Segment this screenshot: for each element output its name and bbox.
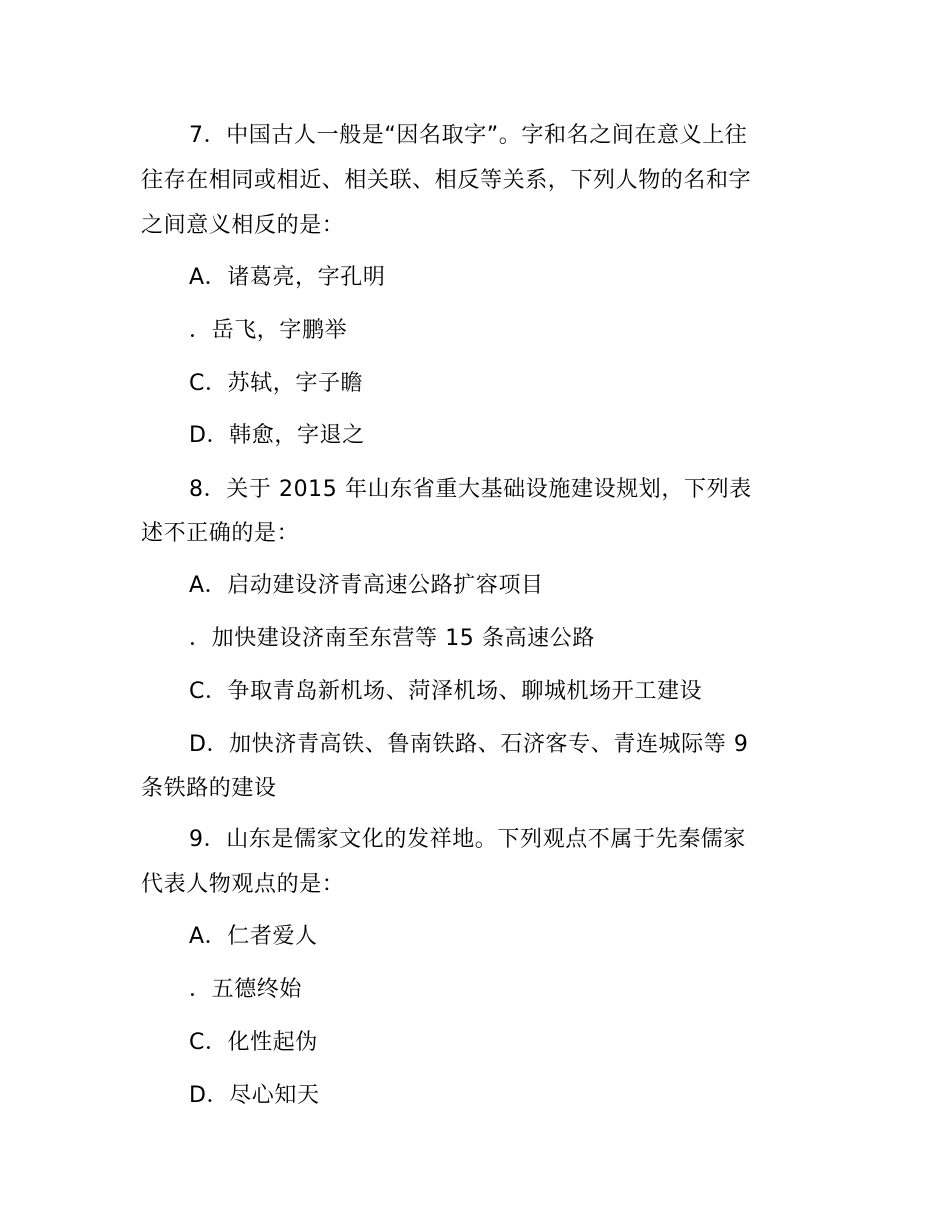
question-9-option-d: D．尽心知天 [189, 1083, 320, 1108]
question-7-option-c: C．苏轼，字子瞻 [189, 371, 364, 396]
question-9-stem-line-2: 代表人物观点的是： [141, 872, 345, 897]
question-7-option-b: ．岳飞，字鹏举 [189, 318, 348, 343]
question-7-stem-line-2: 往存在相同或相近、相关联、相反等关系，下列人物的名和字 [141, 168, 752, 193]
question-9-stem-line-1: 9．山东是儒家文化的发祥地。下列观点不属于先秦儒家 [189, 827, 746, 852]
question-7-stem-line-3: 之间意义相反的是： [141, 213, 345, 238]
question-9-option-c: C．化性起伪 [189, 1030, 318, 1055]
question-8-option-d: D．加快济青高铁、鲁南铁路、石济客专、青连城际等 9 [189, 732, 749, 757]
question-7-option-a: A．诸葛亮，字孔明 [189, 265, 386, 290]
question-8-option-c: C．争取青岛新机场、菏泽机场、聊城机场开工建设 [189, 679, 703, 704]
question-8-option-b: ．加快建设济南至东营等 15 条高速公路 [189, 626, 595, 651]
question-9-option-b: ．五德终始 [189, 977, 303, 1002]
question-8-option-a: A．启动建设济青高速公路扩容项目 [189, 573, 544, 598]
question-8-option-d-continued: 条铁路的建设 [141, 776, 277, 801]
question-7-stem-line-1: 7．中国古人一般是“因名取字”。字和名之间在意义上往 [189, 123, 748, 148]
question-8-stem-line-2: 述不正确的是： [141, 521, 300, 546]
question-7-option-d: D．韩愈，字退之 [189, 423, 365, 448]
question-8-stem-line-1: 8．关于 2015 年山东省重大基础设施建设规划，下列表 [189, 477, 752, 502]
question-9-option-a: A．仁者爱人 [189, 924, 318, 949]
